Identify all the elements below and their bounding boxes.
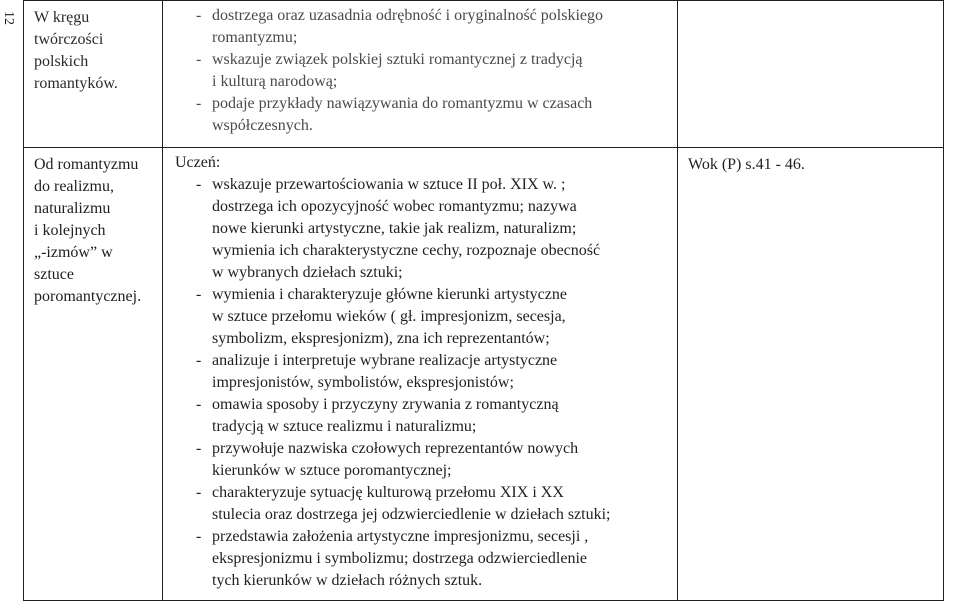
- textbook-reference: Wok (P) s.41 - 46.: [688, 156, 805, 173]
- item-line: symbolizm, ekspresjonizm), zna ich reprezentantów;: [212, 330, 550, 347]
- topic-line: twórczości: [34, 31, 104, 48]
- topic-line: sztuce: [34, 266, 74, 283]
- list-item: - przedstawia założenia artystyczne impresjonizmu, secesji , ekspresjonizmu i symbolizmu; dostrzega odzwierciedlenie tych kierunków w dziełach różnych sztuk.: [175, 526, 677, 592]
- topic-line: Od romantyzmu: [34, 156, 139, 173]
- student-heading: Uczeń:: [175, 154, 221, 171]
- list-item: - charakteryzuje sytuację kulturową przełomu XIX i XX stulecia oraz dostrzega jej odzwierciedlenie w dziełach sztuki;: [175, 482, 677, 526]
- list-item: - analizuje i interpretuje wybrane realizacje artystyczne impresjonistów, symbolistów, ekspresjonistów;: [175, 350, 677, 394]
- item-line: i kulturą narodową;: [212, 73, 338, 90]
- topic-line: naturalizmu: [34, 200, 111, 217]
- item-line: dostrzega ich opozycyjność wobec romantyzmu; nazywa: [212, 198, 577, 215]
- item-line: nowe kierunki artystyczne, takie jak realizm, naturalizm;: [212, 220, 577, 237]
- item-line: omawia sposoby i przyczyny zrywania z romantyczną: [212, 396, 559, 413]
- curriculum-table: [23, 0, 944, 601]
- item-line: tych kierunków w dziełach różnych sztuk.: [212, 572, 483, 589]
- topic-cell: [24, 148, 163, 601]
- list-item: - omawia sposoby i przyczyny zrywania z romantyczną tradycją w sztuce realizmu i naturalizmu;: [175, 394, 677, 438]
- topic-line: polskich: [34, 53, 89, 70]
- item-line: w wybranych dziełach sztuki;: [212, 264, 403, 281]
- item-line: romantyzmu;: [212, 29, 298, 46]
- topic-line: „-izmów” w: [34, 244, 113, 261]
- list-item: - wskazuje związek polskiej sztuki romantycznej z tradycją i kulturą narodową;: [175, 49, 677, 93]
- reference-cell: [678, 148, 944, 601]
- item-line: przywołuje nazwiska czołowych reprezentantów nowych: [212, 440, 579, 457]
- table-row: [24, 148, 944, 601]
- list-item: - wymienia i charakteryzuje główne kierunki artystyczne w sztuce przełomu wieków ( gł. impresjonizm, secesja, symbolizm, ekspresjonizm), zna ich reprezentantów;: [175, 284, 677, 350]
- item-line: wskazuje związek polskiej sztuki romantycznej z tradycją: [212, 51, 583, 68]
- list-item: - podaje przykłady nawiązywania do romantyzmu w czasach współczesnych.: [175, 93, 677, 137]
- list-item: - wskazuje przewartościowania w sztuce II poł. XIX w. ; dostrzega ich opozycyjność wobec romantyzmu; nazywa nowe kierunki artystyczne, takie jak realizm, naturalizm; wymienia ich charakterystyczne cechy, rozpoznaje obecność w wybranych dziełach sztuki;: [175, 174, 677, 284]
- item-line: analizuje i interpretuje wybrane realizacje artystyczne: [212, 352, 558, 369]
- item-line: ekspresjonizmu i symbolizmu; dostrzega odzwierciedlenie: [212, 550, 587, 567]
- requirements-list: [175, 174, 677, 592]
- item-line: wymienia ich charakterystyczne cechy, rozpoznaje obecność: [212, 242, 601, 259]
- requirements-cell: [163, 148, 678, 601]
- reference-cell: [678, 1, 944, 148]
- item-line: impresjonistów, symbolistów, ekspresjonistów;: [212, 374, 514, 391]
- item-line: wymienia i charakteryzuje główne kierunki artystyczne: [212, 286, 567, 303]
- topic-line: W kręgu: [34, 9, 90, 26]
- item-line: wskazuje przewartościowania w sztuce II poł. XIX w. ;: [212, 176, 566, 193]
- requirements-list: [175, 5, 677, 137]
- item-line: w sztuce przełomu wieków ( gł. impresjonizm, secesja,: [212, 308, 566, 325]
- list-item: - przywołuje nazwiska czołowych reprezentantów nowych kierunków w sztuce poromantycznej;: [175, 438, 677, 482]
- item-line: stulecia oraz dostrzega jej odzwierciedlenie w dziełach sztuki;: [212, 506, 611, 523]
- topic-cell: [24, 1, 163, 148]
- item-line: przedstawia założenia artystyczne impresjonizmu, secesji ,: [212, 528, 589, 545]
- list-item: - dostrzega oraz uzasadnia odrębność i oryginalność polskiego romantyzmu;: [175, 5, 677, 49]
- topic-line: i kolejnych: [34, 222, 106, 239]
- item-line: współczesnych.: [212, 117, 313, 134]
- item-line: podaje przykłady nawiązywania do romantyzmu w czasach: [212, 95, 593, 112]
- item-line: kierunków w sztuce poromantycznej;: [212, 462, 452, 479]
- item-line: tradycją w sztuce realizmu i naturalizmu;: [212, 418, 477, 435]
- page-number: 12: [1, 11, 16, 25]
- item-line: dostrzega oraz uzasadnia odrębność i oryginalność polskiego: [212, 7, 603, 24]
- topic-line: poromantycznej.: [34, 288, 142, 305]
- table-row: [24, 1, 944, 148]
- item-line: charakteryzuje sytuację kulturową przełomu XIX i XX: [212, 484, 564, 501]
- topic-line: romantyków.: [34, 75, 118, 92]
- requirements-cell: [163, 1, 678, 148]
- topic-line: do realizmu,: [34, 178, 114, 195]
